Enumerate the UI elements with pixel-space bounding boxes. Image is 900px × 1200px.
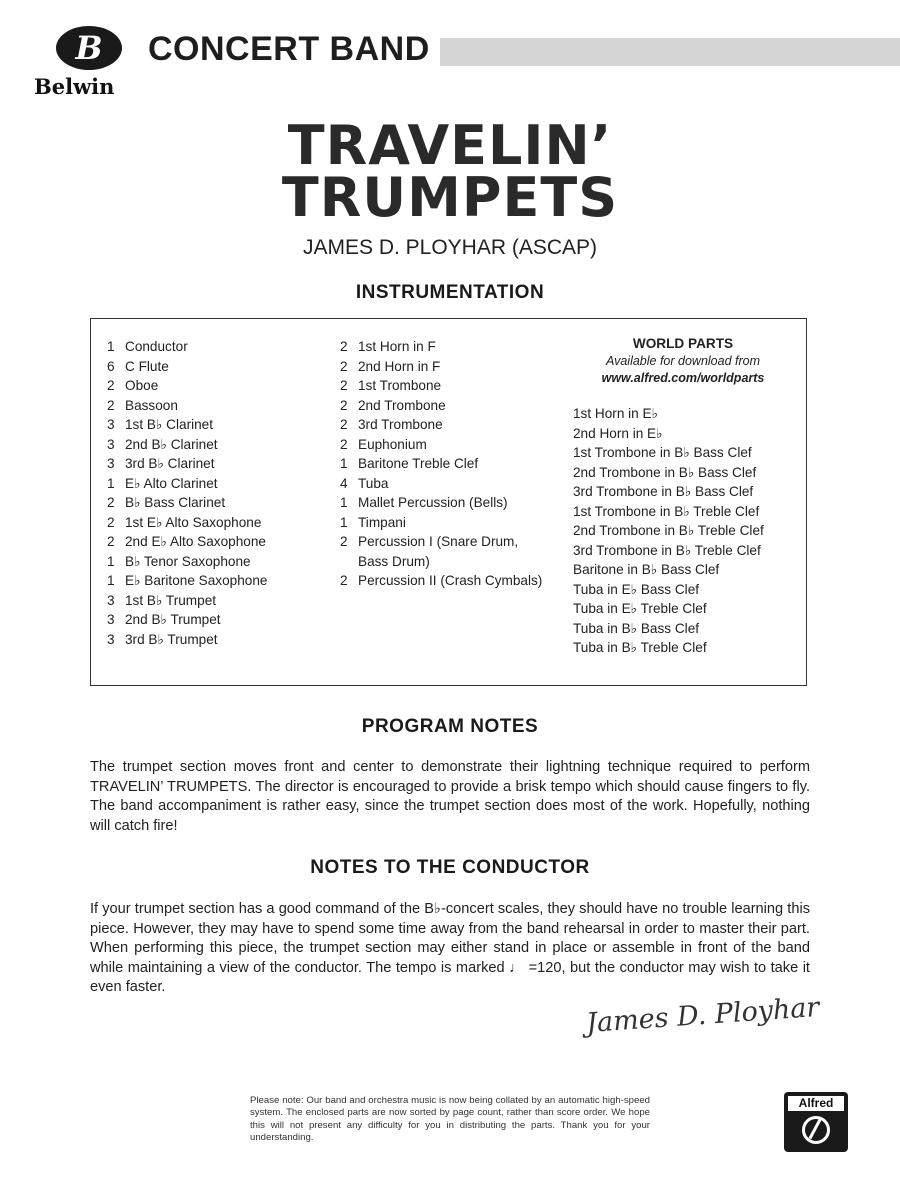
instrument-quantity: 2 xyxy=(107,495,115,510)
instrument-quantity: 2 xyxy=(340,573,348,588)
instrument-row xyxy=(340,396,542,416)
instrument-quantity: 1 xyxy=(340,456,348,471)
instrument-name: 1st E♭ Alto Saxophone xyxy=(125,514,262,530)
instrument-name: Percussion I (Snare Drum, Bass Drum) xyxy=(358,534,519,569)
instrument-row xyxy=(107,396,267,416)
instrument-name: E♭ Baritone Saxophone xyxy=(125,573,268,588)
instrument-name: 2nd Trombone xyxy=(358,397,446,413)
instrument-row xyxy=(107,571,267,591)
series-title: CONCERT BAND xyxy=(148,30,430,68)
world-part-item: 2nd Trombone in B♭ Treble Clef xyxy=(573,523,764,538)
instrument-row xyxy=(340,513,542,533)
program-notes-heading: PROGRAM NOTES xyxy=(361,716,539,737)
world-parts-subtitle: Available for download from xyxy=(605,354,761,368)
instrument-name: Percussion II (Crash Cymbals) xyxy=(358,573,543,588)
instrument-row xyxy=(107,357,267,377)
world-part-item: Tuba in B♭ Treble Clef xyxy=(573,640,707,655)
world-part-item: 2nd Trombone in B♭ Bass Clef xyxy=(573,464,757,480)
header-bar xyxy=(440,38,900,66)
instrument-column-2 xyxy=(340,337,542,591)
world-part-item: Baritone in B♭ Bass Clef xyxy=(573,562,720,577)
instrument-name: 1st Horn in F xyxy=(358,339,436,354)
instrument-row xyxy=(107,474,267,494)
instrument-quantity: 2 xyxy=(340,378,348,393)
instrument-row xyxy=(340,493,542,513)
instrument-name: Tuba xyxy=(358,475,389,491)
instrument-name: 1st Trombone xyxy=(358,378,442,393)
instrument-quantity: 3 xyxy=(107,592,115,608)
instrument-name: Baritone Treble Clef xyxy=(358,456,479,471)
instrument-row xyxy=(340,357,542,377)
instrument-quantity: 4 xyxy=(340,475,348,491)
instrument-quantity: 3 xyxy=(107,417,115,432)
instrument-quantity: 3 xyxy=(107,436,115,452)
alfred-mark-icon xyxy=(802,1116,830,1144)
instrument-quantity: 1 xyxy=(107,475,115,491)
instrument-row xyxy=(340,532,542,571)
instrumentation-heading: INSTRUMENTATION xyxy=(355,282,545,303)
instrument-quantity: 1 xyxy=(107,339,115,354)
composer: JAMES D. PLOYHAR (ASCAP) xyxy=(302,236,598,259)
alfred-logo-text: Alfred xyxy=(788,1096,844,1111)
instrument-row xyxy=(107,415,267,435)
instrument-name: 2nd B♭ Trumpet xyxy=(125,612,221,627)
conductor-notes-heading: NOTES TO THE CONDUCTOR xyxy=(310,857,590,878)
instrument-row xyxy=(340,376,542,396)
instrument-row xyxy=(340,454,542,474)
instrument-row xyxy=(107,513,267,533)
instrument-row xyxy=(107,376,267,396)
instrument-quantity: 2 xyxy=(340,339,348,354)
instrument-row xyxy=(107,552,267,572)
instrument-row xyxy=(340,474,542,494)
instrument-name: 2nd E♭ Alto Saxophone xyxy=(125,534,266,549)
instrument-name: 2nd B♭ Clarinet xyxy=(125,436,218,452)
instrument-row xyxy=(107,532,267,552)
instrument-quantity: 6 xyxy=(107,358,115,374)
instrument-name: Conductor xyxy=(125,339,188,354)
alfred-logo-icon xyxy=(784,1092,848,1152)
instrument-column-1 xyxy=(107,337,267,649)
instrument-row xyxy=(107,435,267,455)
instrument-row xyxy=(107,630,267,650)
world-part-item: 3rd Trombone in B♭ Bass Clef xyxy=(573,484,754,499)
instrument-quantity: 2 xyxy=(107,534,115,549)
instrument-quantity: 3 xyxy=(107,631,115,647)
instrument-quantity: 2 xyxy=(340,397,348,413)
instrument-name: C Flute xyxy=(125,358,169,374)
instrument-row xyxy=(340,435,542,455)
piece-title-line-1: TRAVELIN’ xyxy=(287,114,613,177)
instrument-name: Euphonium xyxy=(358,436,427,452)
instrument-quantity: 1 xyxy=(340,514,348,530)
program-notes-text: The trumpet section moves front and center to demonstrate their lightning technique required to perform TRAVELIN’ TRUMPETS. The director is encouraged to provide a brisk tempo which should cause fingers to fly. The band accompaniment is rather easy, since the trumpet section does most of the work. Hopefully, nothing will catch fire! xyxy=(90,759,810,834)
instrument-name: 2nd Horn in F xyxy=(358,358,441,374)
instrument-quantity: 1 xyxy=(107,553,115,569)
world-part-item: 1st Horn in E♭ xyxy=(573,406,658,421)
instrumentation-box xyxy=(90,318,807,686)
instrument-quantity: 3 xyxy=(107,456,115,471)
instrument-row xyxy=(107,610,267,630)
instrument-name: 1st B♭ Trumpet xyxy=(125,592,217,608)
instrument-row xyxy=(107,493,267,513)
instrument-name: 3rd B♭ Trumpet xyxy=(125,631,218,647)
instrument-row xyxy=(107,337,267,357)
instrument-name: Bassoon xyxy=(125,397,178,413)
instrument-name: B♭ Tenor Saxophone xyxy=(125,553,251,569)
world-part-item: 1st Trombone in B♭ Treble Clef xyxy=(573,503,760,519)
instrument-row xyxy=(107,591,267,611)
piece-title-line-2: TRUMPETS xyxy=(281,166,619,229)
world-parts xyxy=(573,335,793,658)
instrument-quantity: 2 xyxy=(340,417,348,432)
world-part-item: 2nd Horn in E♭ xyxy=(573,425,663,441)
instrument-quantity: 2 xyxy=(340,436,348,452)
instrument-quantity: 2 xyxy=(107,378,115,393)
instrument-row xyxy=(107,454,267,474)
instrument-row xyxy=(340,337,542,357)
instrument-quantity: 1 xyxy=(340,495,348,510)
instrument-name: 3rd Trombone xyxy=(358,417,443,432)
conductor-notes-text: If your trumpet section has a good command of the B♭-concert scales, they should have no trouble learning this piece. However, they may have to spend some time away from the band rehearsal in order to master their part. When performing this piece, the trumpet section may either stand in place or assemble in front of the band while maintaining a view of the conductor. The tempo is marked ♩ =120, but the conductor may wish to take it even faster. xyxy=(90,901,810,996)
instrument-name: Timpani xyxy=(358,514,406,530)
instrument-quantity: 2 xyxy=(340,534,348,549)
instrument-name: 3rd B♭ Clarinet xyxy=(125,456,215,471)
instrument-row xyxy=(340,571,542,591)
world-parts-title: WORLD PARTS xyxy=(632,336,734,351)
instrument-name: B♭ Bass Clarinet xyxy=(125,495,226,510)
brand-name: Belwin xyxy=(34,74,115,99)
world-part-item: Tuba in B♭ Bass Clef xyxy=(573,620,700,636)
footer-note: Please note: Our band and orchestra music is now being collated by an automatic high-speed system. The enclosed parts are now sorted by page count, rather than score order. We hope this will not present any difficulty for you in distributing the parts. Thank you for your understanding. xyxy=(250,1095,650,1144)
instrument-name: Oboe xyxy=(125,378,159,393)
world-parts-link[interactable]: www.alfred.com/worldparts xyxy=(601,371,765,385)
world-part-item: 3rd Trombone in B♭ Treble Clef xyxy=(573,542,761,558)
instrument-quantity: 2 xyxy=(107,514,115,530)
belwin-logo-icon: B xyxy=(56,26,122,70)
world-part-item: Tuba in E♭ Treble Clef xyxy=(573,601,707,616)
world-parts-list xyxy=(573,404,793,658)
instrument-name: Mallet Percussion (Bells) xyxy=(358,495,508,510)
instrument-row xyxy=(340,415,542,435)
instrument-name: 1st B♭ Clarinet xyxy=(125,417,214,432)
instrument-quantity: 2 xyxy=(107,397,115,413)
instrument-quantity: 3 xyxy=(107,612,115,627)
instrument-quantity: 2 xyxy=(340,358,348,374)
composer-signature: James D. Ployhar xyxy=(585,991,821,1040)
instrument-quantity: 1 xyxy=(107,573,115,588)
world-part-item: 1st Trombone in B♭ Bass Clef xyxy=(573,445,752,460)
world-part-item: Tuba in E♭ Bass Clef xyxy=(573,581,700,597)
instrument-name: E♭ Alto Clarinet xyxy=(125,475,218,491)
